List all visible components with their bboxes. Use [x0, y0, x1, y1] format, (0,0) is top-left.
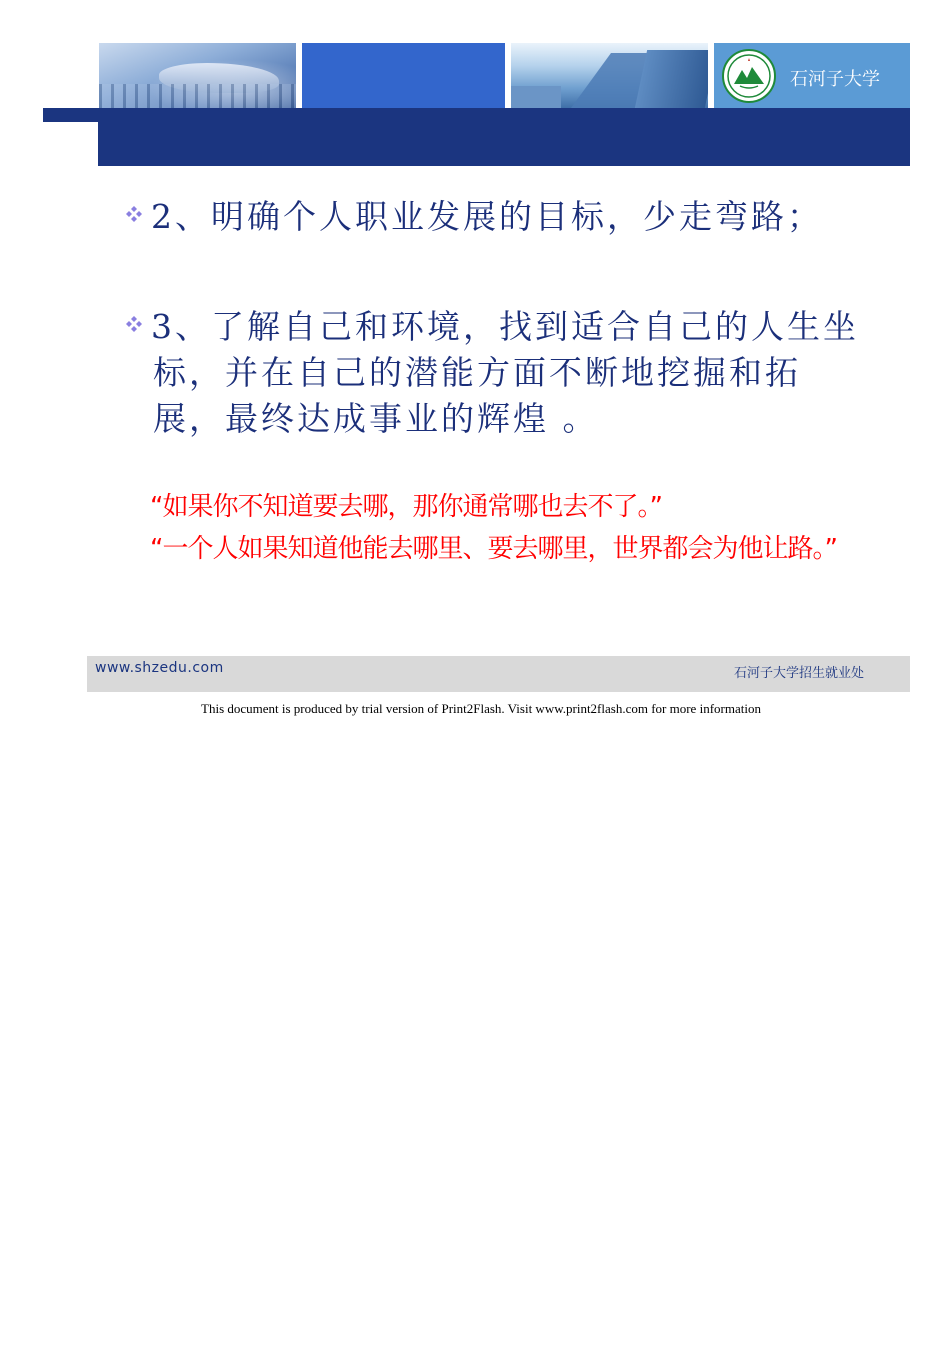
header-building-photo: [511, 43, 708, 108]
keyboard-image-detail: [99, 84, 296, 108]
bullet-item-goal: [120, 194, 880, 240]
header-keyboard-photo: [99, 43, 296, 108]
building-image-detail: [635, 50, 708, 108]
footer-organization: 石河子大学招生就业处: [733, 666, 864, 681]
university-emblem-icon: [722, 49, 776, 103]
bullet-text: 2、明确个人职业发展的目标，少走弯路；: [151, 197, 823, 236]
diamond-bullet-icon: [120, 194, 148, 240]
header-blue-block: [302, 43, 505, 108]
university-logo-panel: [714, 43, 910, 108]
footer-website-link[interactable]: www.shzedu.com: [95, 660, 224, 676]
quote-world-makes-way: “一个人如果知道他能去哪里、要去哪里，世界都会为他让路。”: [150, 534, 837, 564]
bullet-text: 3、了解自己和环境，找到适合自己的人生坐标，并在自己的潜能方面不断地挖掘和拓展，最终达成事业的辉煌 。: [151, 307, 859, 438]
slide-footer: [87, 656, 910, 692]
university-name: 石河子大学: [790, 69, 880, 90]
diamond-bullet-icon: [120, 304, 148, 350]
quote-destination: “如果你不知道要去哪，那你通常哪也去不了。”: [150, 492, 662, 522]
emblem-mountain-icon: [726, 53, 772, 99]
bullet-item-environment: [120, 304, 860, 442]
trial-version-notice: This document is produced by trial version of Print2Flash. Visit www.print2flash.com for more information: [201, 701, 761, 716]
building-image-detail: [511, 86, 561, 108]
slide-title-bar: [98, 108, 910, 166]
header-accent-stripe: [43, 108, 103, 122]
